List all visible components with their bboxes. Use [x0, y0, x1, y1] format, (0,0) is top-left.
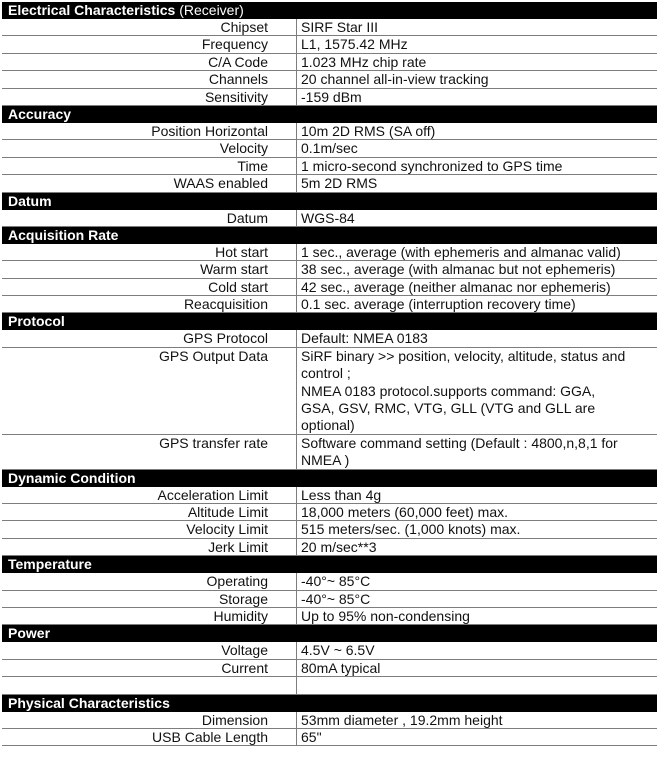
- spec-row-gps-output-data: [2, 348, 657, 435]
- spec-value-line: NMEA ): [301, 452, 350, 469]
- spec-row-blank: [2, 677, 657, 694]
- spec-value: [301, 487, 657, 504]
- spec-row-storage: [2, 591, 657, 608]
- spec-value: [301, 175, 657, 192]
- section-title: Power: [8, 625, 51, 642]
- section-title: Electrical Characteristics: [8, 2, 176, 18]
- spec-value: [301, 348, 657, 435]
- spec-value-line: 20 m/sec**3: [301, 538, 377, 555]
- spec-value: [301, 521, 657, 538]
- spec-label: Voltage: [221, 642, 268, 659]
- spec-value-line: 1 sec., average (with ephemeris and almanac valid): [301, 243, 621, 260]
- section-title: Protocol: [8, 313, 65, 330]
- spec-label: Time: [237, 157, 268, 174]
- spec-value-line: 42 sec., average (neither almanac nor ephemeris): [301, 278, 611, 295]
- section-header-datum: [2, 193, 657, 210]
- spec-row-sensitivity: [2, 89, 657, 106]
- section-title-suffix: (Receiver): [175, 2, 244, 18]
- spec-value: [301, 608, 657, 625]
- spec-value: [301, 123, 657, 140]
- spec-value-line: 18,000 meters (60,000 feet) max.: [301, 504, 508, 521]
- spec-label: Dimension: [201, 711, 268, 728]
- spec-row-position-horizontal: [2, 123, 657, 140]
- spec-value: [301, 71, 657, 88]
- spec-value: [301, 573, 657, 590]
- spec-label: Reacquisition: [183, 296, 268, 313]
- spec-label: Humidity: [213, 608, 268, 624]
- spec-label: Hot start: [215, 243, 268, 260]
- section-title: Dynamic Condition: [8, 469, 136, 486]
- spec-row-time: [2, 158, 657, 175]
- section-title: Acquisition Rate: [8, 226, 119, 243]
- spec-row-jerk-limit: [2, 539, 657, 556]
- section-title: Accuracy: [8, 105, 72, 122]
- spec-value-line: -40°~ 85°C: [301, 573, 371, 590]
- spec-row-gps-transfer-rate: [2, 435, 657, 470]
- section-header-physical-characteristics: [2, 695, 657, 712]
- spec-value-line: 0.1m/sec: [301, 140, 358, 157]
- spec-value-line: 38 sec., average (with almanac but not ephemeris): [301, 261, 616, 278]
- spec-value-line: Default: NMEA 0183: [301, 330, 428, 347]
- section-title: Physical Characteristics: [8, 694, 170, 711]
- spec-value: [301, 642, 657, 659]
- spec-label: Position Horizontal: [151, 122, 268, 139]
- spec-value-line: 53mm diameter , 19.2mm height: [301, 711, 503, 728]
- spec-row-current: [2, 660, 657, 677]
- spec-label: Velocity Limit: [186, 521, 268, 538]
- spec-row-usb-cable-length: [2, 729, 657, 746]
- spec-value: [301, 504, 657, 521]
- spec-value: [301, 244, 657, 261]
- spec-value: [301, 591, 657, 608]
- spec-value: [301, 729, 657, 746]
- spec-label: Warm start: [200, 261, 268, 278]
- spec-label: Chipset: [220, 19, 268, 35]
- section-title: Temperature: [8, 556, 92, 573]
- spec-row-gps-protocol: [2, 330, 657, 347]
- spec-value-line: 80mA typical: [301, 659, 381, 676]
- spec-value: [301, 330, 657, 347]
- section-header-accuracy: [2, 106, 657, 123]
- spec-row-operating: [2, 573, 657, 590]
- spec-label: GPS Output Data: [159, 347, 268, 364]
- spec-row-velocity-limit: [2, 521, 657, 538]
- spec-value-line: 4.5V ~ 6.5V: [301, 642, 375, 659]
- spec-row-acceleration-limit: [2, 487, 657, 504]
- spec-label: Jerk Limit: [208, 538, 268, 555]
- section-header-protocol: [2, 313, 657, 330]
- spec-value-line: SiRF binary >> position, velocity, altitude, status and: [301, 347, 626, 364]
- spec-value-line: -159 dBm: [301, 88, 362, 105]
- spec-value-line: SIRF Star III: [301, 19, 379, 35]
- section-header-electrical-characteristics: [2, 2, 657, 19]
- spec-label: Frequency: [201, 36, 268, 53]
- spec-value: [301, 296, 657, 313]
- spec-row-dimension: [2, 712, 657, 729]
- spec-row-warm-start: [2, 261, 657, 278]
- spec-value-line: optional): [301, 417, 355, 434]
- spec-value-line: WGS-84: [301, 209, 355, 226]
- spec-label: GPS transfer rate: [159, 434, 268, 451]
- spec-value: [301, 19, 657, 36]
- spec-value: [301, 89, 657, 106]
- spec-row-waas-enabled: [2, 175, 657, 192]
- section-header-acquisition-rate: [2, 227, 657, 244]
- spec-row-c-a-code: [2, 54, 657, 71]
- spec-value-line: L1, 1575.42 MHz: [301, 36, 408, 53]
- section-title: Datum: [8, 192, 52, 209]
- spec-label: WAAS enabled: [173, 175, 268, 192]
- spec-value: [301, 712, 657, 729]
- spec-label: Sensitivity: [204, 88, 268, 105]
- spec-label: Datum: [226, 209, 268, 226]
- spec-value: [301, 660, 657, 677]
- spec-label: Acceleration Limit: [157, 486, 268, 503]
- spec-value-line: Up to 95% non-condensing: [301, 608, 470, 624]
- spec-sheet: [2, 2, 657, 746]
- spec-value-line: 5m 2D RMS: [301, 175, 378, 192]
- spec-value-line: Less than 4g: [301, 486, 382, 503]
- spec-value: [301, 140, 657, 157]
- section-header-temperature: [2, 556, 657, 573]
- spec-label: Velocity: [219, 140, 268, 157]
- spec-value-line: 65": [301, 728, 322, 745]
- spec-label: USB Cable Length: [152, 728, 268, 745]
- spec-value-line: -40°~ 85°C: [301, 590, 371, 607]
- spec-value: [301, 539, 657, 556]
- spec-value-line: 20 channel all-in-view tracking: [301, 71, 489, 88]
- spec-label: Channels: [208, 71, 268, 88]
- spec-value-line: control ;: [301, 365, 351, 382]
- spec-value: [301, 158, 657, 175]
- spec-row-reacquisition: [2, 296, 657, 313]
- spec-row-frequency: [2, 36, 657, 53]
- spec-row-datum: [2, 210, 657, 227]
- spec-row-voltage: [2, 642, 657, 659]
- spec-value-line: 10m 2D RMS (SA off): [301, 122, 436, 139]
- spec-value-line: 515 meters/sec. (1,000 knots) max.: [301, 521, 521, 538]
- spec-label: Altitude Limit: [187, 504, 268, 521]
- spec-value-line: 1 micro-second synchronized to GPS time: [301, 157, 563, 174]
- spec-value: [301, 279, 657, 296]
- spec-row-chipset: [2, 19, 657, 36]
- spec-row-channels: [2, 71, 657, 88]
- spec-row-cold-start: [2, 279, 657, 296]
- spec-label: GPS Protocol: [183, 330, 268, 347]
- spec-row-velocity: [2, 140, 657, 157]
- spec-value: [301, 435, 657, 470]
- spec-value-line: GSA, GSV, RMC, VTG, GLL (VTG and GLL are: [301, 400, 596, 417]
- spec-row-altitude-limit: [2, 504, 657, 521]
- spec-label: C/A Code: [208, 53, 268, 70]
- spec-value-line: NMEA 0183 protocol.supports command: GGA,: [301, 382, 596, 399]
- spec-value: [301, 210, 657, 227]
- spec-row-humidity: [2, 608, 657, 625]
- section-header-power: [2, 625, 657, 642]
- spec-value-line: 1.023 MHz chip rate: [301, 53, 427, 70]
- section-header-dynamic-condition: [2, 470, 657, 487]
- spec-value: [301, 261, 657, 278]
- spec-row-hot-start: [2, 244, 657, 261]
- spec-label: Current: [221, 659, 268, 676]
- spec-label: Operating: [206, 573, 268, 590]
- spec-label: Cold start: [208, 278, 268, 295]
- spec-value: [301, 54, 657, 71]
- spec-value-line: Software command setting (Default : 4800,n,8,1 for: [301, 434, 618, 451]
- spec-label: Storage: [218, 590, 268, 607]
- spec-value: [301, 36, 657, 53]
- spec-value-line: 0.1 sec. average (interruption recovery time): [301, 296, 576, 313]
